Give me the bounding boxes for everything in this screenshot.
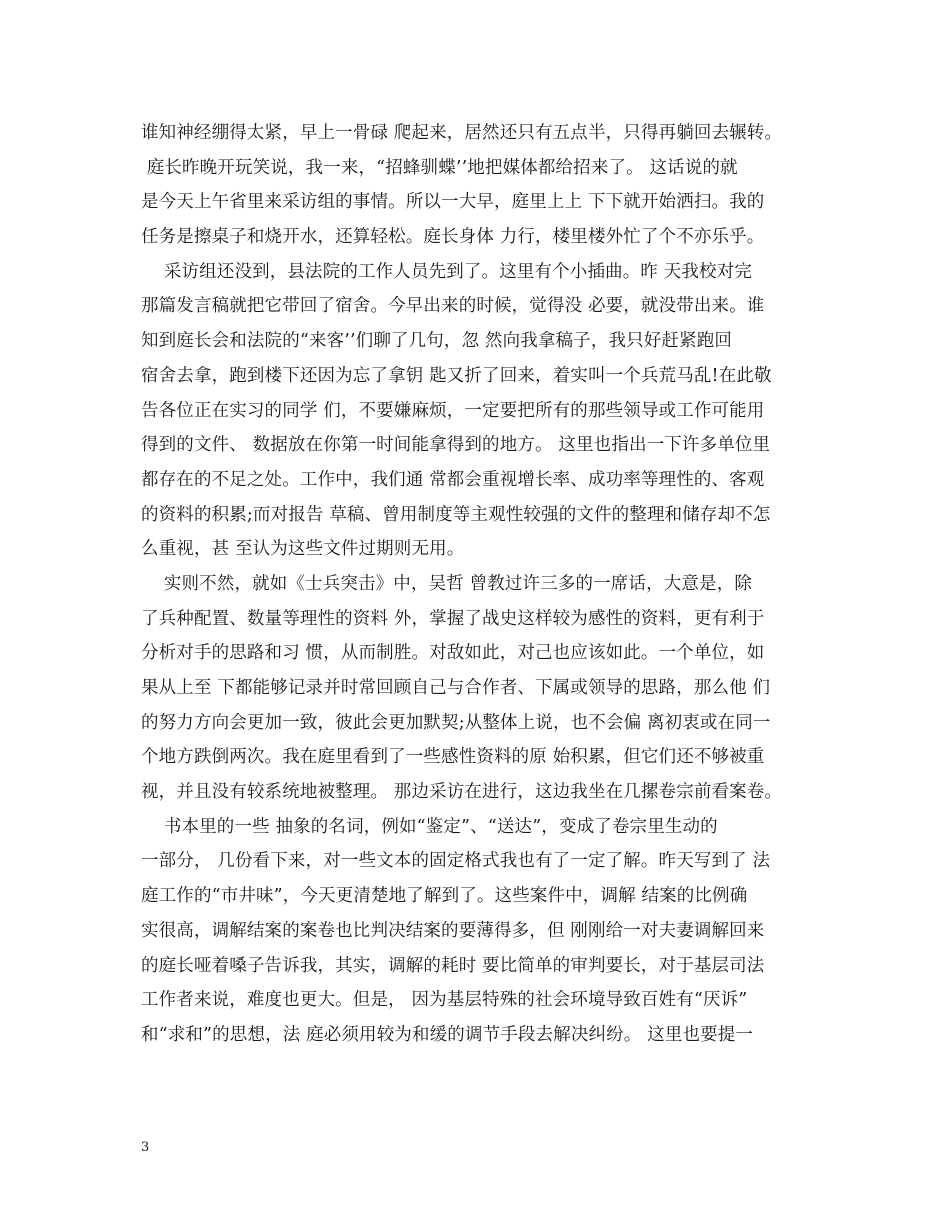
text-line: 工作者来说，难度也更大。但是， 因为基层特殊的社会环境导致百姓有“厌诉”	[141, 990, 748, 1011]
body-text	[141, 116, 821, 1053]
text-line: 庭长昨晚开玩笑说，我一来，“招蜂驯蝶’’地把媒体都给招来了。 这话说的就	[141, 157, 738, 178]
text-line: 视，并且没有较系统地被整理。 那边采访在进行，这边我坐在几摞卷宗前看案卷。	[141, 782, 783, 803]
text-line: 得到的文件、 数据放在你第一时间能拿得到的地方。 这里也指出一下许多单位里	[141, 435, 771, 456]
text-line: 个地方跌倒两次。我在庭里看到了一些感性资料的原 始积累，但它们还不够被重	[141, 747, 765, 768]
text-line: 和“求和”的思想，法 庭必须用较为和缓的调节手段去解决纠纷。 这里也要提一	[141, 1024, 754, 1045]
text-line: 么重视，甚 至认为这些文件过期则无用。	[141, 539, 465, 560]
text-line: 的努力方向会更加一致，彼此会更加默契;从整体上说，也不会偏 离初衷或在同一	[141, 712, 771, 733]
text-line: 书本里的一些 抽象的名词，例如“鉴定”、“送达”，变成了卷宗里生动的	[141, 816, 718, 837]
text-line: 采访组还没到，县法院的工作人员先到了。这里有个小插曲。昨 天我校对完	[141, 261, 753, 282]
text-line: 告各位正在实习的同学 们，不要嫌麻烦，一定要把所有的那些领导或工作可能用	[141, 400, 765, 421]
text-line: 那篇发言稿就把它带回了宿舍。今早出来的时候，觉得没 必要，就没带出来。谁	[141, 296, 765, 317]
text-line: 知到庭长会和法院的“来客’’们聊了几句，忽 然向我拿稿子，我只好赶紧跑回	[141, 331, 733, 352]
text-line: 实很高，调解结案的案卷也比判决结案的要薄得多，但 刚刚给一对夫妻调解回来	[141, 920, 765, 941]
text-line: 一部分， 几份看下来，对一些文本的固定格式我也有了一定了解。昨天写到了 法	[141, 851, 771, 872]
text-line: 了兵种配置、数量等理性的资料 外，掌握了战史这样较为感性的资料，更有利于	[141, 608, 765, 629]
page-number: 3	[141, 1140, 150, 1155]
text-line: 任务是擦桌子和烧开水，还算轻松。庭长身体 力行，楼里楼外忙了个不亦乐乎。	[141, 227, 765, 248]
text-line: 宿舍去拿，跑到楼下还因为忘了拿钥 匙又折了回来，着实叫一个兵荒马乱!在此敬	[141, 365, 772, 386]
text-line: 的资料的积累;而对报告 草稿、曾用制度等主观性较强的文件的整理和储存却不怎	[141, 504, 771, 525]
text-line: 都存在的不足之处。工作中，我们通 常都会重视增长率、成功率等理性的、客观	[141, 469, 765, 490]
text-line: 谁知神经绷得太紧，早上一骨碌 爬起来，居然还只有五点半，只得再躺回去辗转。	[141, 123, 783, 143]
text-line: 庭工作的“市井味”，今天更清楚地了解到了。这些案件中，调解 结案的比例确	[141, 886, 748, 907]
text-line: 分析对手的思路和习 惯，从而制胜。对敌如此，对己也应该如此。一个单位，如	[141, 643, 765, 664]
text-line: 是今天上午省里来采访组的事情。所以一大早，庭里上上 下下就开始洒扫。我的	[141, 192, 765, 213]
text-line: 的庭长哑着嗓子告诉我，其实，调解的耗时 要比简单的审判要长，对于基层司法	[141, 955, 765, 976]
text-line: 果从上至 下都能够记录并时常回顾自己与合作者、下属或领导的思路，那么他 们	[141, 678, 771, 698]
text-line: 实则不然，就如《士兵突击》中，吴哲 曾教过许三多的一席话，大意是，除	[141, 573, 753, 594]
